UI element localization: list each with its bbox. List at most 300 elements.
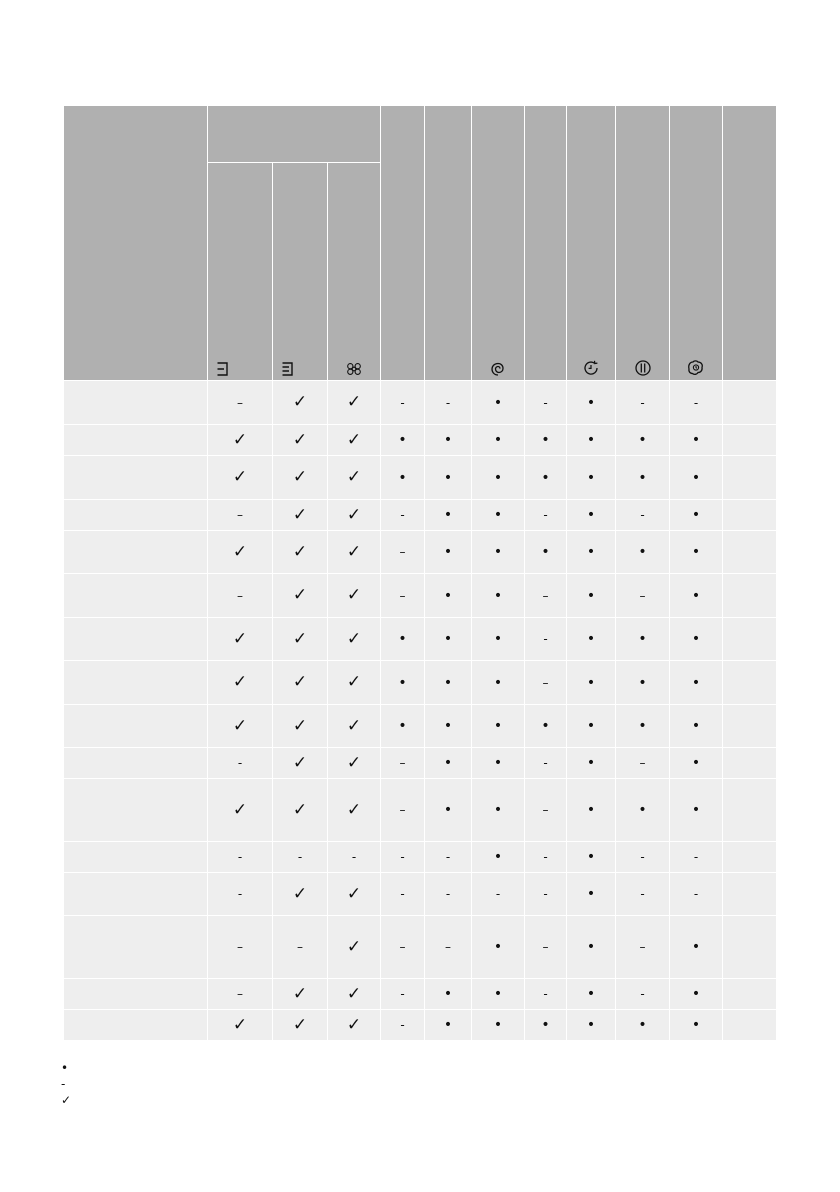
dot-mark: • xyxy=(443,802,453,818)
table-cell xyxy=(425,916,472,979)
table-cell xyxy=(472,916,525,979)
table-cell xyxy=(567,1010,616,1041)
table-cell xyxy=(273,425,328,456)
dot-mark: • xyxy=(586,1017,596,1033)
table-cell xyxy=(381,661,425,705)
dash-mark: – xyxy=(542,675,549,690)
table-cell xyxy=(273,916,328,979)
table-cell-empty xyxy=(723,661,777,705)
table-cell xyxy=(472,748,525,779)
check-mark: ✓ xyxy=(346,936,362,957)
table-cell xyxy=(425,873,472,916)
dash-mark: - xyxy=(543,887,548,901)
table-cell xyxy=(670,1010,723,1041)
dot-mark: • xyxy=(638,631,647,647)
table-cell-empty xyxy=(723,531,777,574)
check-mark: ✓ xyxy=(346,715,362,736)
table-cell xyxy=(381,381,425,425)
table-row xyxy=(64,425,777,456)
table-cell xyxy=(472,381,525,425)
dash-mark: - xyxy=(543,632,548,646)
dash-mark: - xyxy=(351,850,357,864)
table-cell xyxy=(273,500,328,531)
table-cell xyxy=(525,748,567,779)
table-cell xyxy=(381,425,425,456)
table-cell xyxy=(273,531,328,574)
table-cell xyxy=(670,425,723,456)
table-cell xyxy=(670,531,723,574)
check-mark: ✓ xyxy=(292,672,308,692)
dot-mark: • xyxy=(541,718,550,734)
table-cell xyxy=(425,381,472,425)
check-mark: ✓ xyxy=(292,467,308,487)
table-cell-empty xyxy=(723,381,777,425)
table-cell xyxy=(273,705,328,748)
table-row xyxy=(64,916,777,979)
dot-mark: • xyxy=(586,674,596,691)
dash-mark: – xyxy=(237,508,243,522)
dot-mark: • xyxy=(493,755,503,771)
dash-mark: - xyxy=(543,508,548,522)
table-cell xyxy=(381,500,425,531)
table-cell xyxy=(381,705,425,748)
table-cell xyxy=(425,979,472,1010)
table-cell-empty xyxy=(723,842,777,873)
header-col-3 xyxy=(328,163,381,381)
dot-mark: • xyxy=(638,432,647,448)
row-label xyxy=(64,842,208,873)
dash-mark: – xyxy=(399,588,406,603)
dot-mark: • xyxy=(541,469,550,486)
table-cell xyxy=(425,779,472,842)
table-cell xyxy=(616,618,670,661)
header-col-1 xyxy=(208,163,273,381)
check-mark: ✓ xyxy=(292,392,308,412)
table-cell xyxy=(381,842,425,873)
check-mark: ✓ xyxy=(346,392,362,412)
table-cell xyxy=(273,618,328,661)
dot-mark: • xyxy=(586,587,596,604)
table-cell xyxy=(616,574,670,618)
table-cell xyxy=(328,456,381,500)
row-label xyxy=(64,873,208,916)
table-cell-empty xyxy=(723,916,777,979)
dash-mark: - xyxy=(445,850,451,864)
dot-mark: • xyxy=(691,507,701,523)
table-cell xyxy=(567,873,616,916)
dash-mark: – xyxy=(399,940,406,954)
header-col-8 xyxy=(567,106,616,381)
table-row xyxy=(64,574,777,618)
row-label xyxy=(64,979,208,1010)
table-cell xyxy=(425,531,472,574)
dot-mark: • xyxy=(398,718,407,734)
table-cell xyxy=(328,381,381,425)
table-cell xyxy=(472,618,525,661)
dash-mark: – xyxy=(399,803,406,817)
dot-mark: • xyxy=(398,674,407,691)
table-cell xyxy=(208,500,273,531)
dash-mark: - xyxy=(693,850,699,864)
table-row xyxy=(64,748,777,779)
row-label xyxy=(64,574,208,618)
header-col-4 xyxy=(381,106,425,381)
dot-mark: • xyxy=(586,802,596,818)
check-mark: ✓ xyxy=(346,752,362,773)
dot-mark: • xyxy=(493,986,503,1002)
table-cell xyxy=(328,916,381,979)
dash-mark: – xyxy=(639,588,646,603)
dash-mark: – xyxy=(237,588,243,603)
stain-icon xyxy=(634,359,652,377)
check-mark: ✓ xyxy=(346,883,362,904)
option-icon-a xyxy=(216,361,230,377)
dash-mark: – xyxy=(237,987,243,1001)
dash-mark: - xyxy=(400,508,405,522)
table-cell xyxy=(381,618,425,661)
table-cell xyxy=(567,705,616,748)
dot-mark: • xyxy=(398,631,407,647)
row-label xyxy=(64,916,208,979)
table-cell-empty xyxy=(723,425,777,456)
row-label xyxy=(64,425,208,456)
dot-mark: • xyxy=(443,631,453,647)
table-cell xyxy=(208,425,273,456)
check-mark: ✓ xyxy=(346,504,362,525)
check-mark: ✓ xyxy=(232,1014,248,1035)
check-mark: ✓ xyxy=(292,504,308,525)
table-cell xyxy=(670,456,723,500)
dash-mark: - xyxy=(400,395,405,410)
table-cell xyxy=(425,574,472,618)
check-mark: ✓ xyxy=(346,672,362,692)
table-cell xyxy=(525,842,567,873)
dash-mark: - xyxy=(237,887,243,901)
table-cell xyxy=(208,618,273,661)
table-cell xyxy=(472,779,525,842)
table-cell xyxy=(208,842,273,873)
table-cell xyxy=(567,979,616,1010)
dash-mark: - xyxy=(640,987,645,1001)
legend-item-dot xyxy=(61,1060,75,1076)
dash-mark: – xyxy=(237,395,243,410)
table-row xyxy=(64,500,777,531)
dot-mark: • xyxy=(586,755,596,771)
table-cell-empty xyxy=(723,574,777,618)
table-cell xyxy=(425,842,472,873)
dot-mark: • xyxy=(541,432,550,448)
check-mark: ✓ xyxy=(292,752,308,773)
option-icon-b xyxy=(281,361,295,377)
legend xyxy=(61,1060,75,1108)
check-mark: ✓ xyxy=(292,1014,308,1035)
check-mark: ✓ xyxy=(232,467,248,487)
dot-mark: • xyxy=(493,674,503,691)
table-cell xyxy=(567,748,616,779)
check-mark: ✓ xyxy=(232,799,248,820)
dot-mark: • xyxy=(586,886,596,902)
table-row xyxy=(64,979,777,1010)
table-cell xyxy=(670,979,723,1010)
dash-mark: - xyxy=(693,395,699,410)
check-mark: ✓ xyxy=(346,541,362,562)
dot-mark: • xyxy=(493,394,503,411)
dot-mark: • xyxy=(586,849,596,865)
table-cell xyxy=(616,748,670,779)
table-cell-empty xyxy=(723,456,777,500)
dash-mark: - xyxy=(237,850,243,864)
dot-mark: • xyxy=(398,469,407,486)
table-cell xyxy=(525,1010,567,1041)
header-group-options xyxy=(208,106,381,163)
dot-mark: • xyxy=(443,674,453,691)
quick-icon xyxy=(686,359,706,377)
dot-mark: • xyxy=(638,674,647,691)
dot-mark: • xyxy=(493,718,503,734)
table-cell xyxy=(208,979,273,1010)
table-cell xyxy=(472,705,525,748)
table-cell xyxy=(381,779,425,842)
table-cell xyxy=(425,500,472,531)
table-cell xyxy=(328,425,381,456)
table-cell xyxy=(616,425,670,456)
table-cell xyxy=(525,705,567,748)
table-cell xyxy=(567,500,616,531)
table-cell xyxy=(525,618,567,661)
dash-mark: – xyxy=(542,803,549,817)
table-cell xyxy=(616,916,670,979)
table-cell xyxy=(616,456,670,500)
dot-mark: • xyxy=(638,802,647,818)
dot-mark: • xyxy=(691,755,701,771)
dot-mark: • xyxy=(493,1017,503,1033)
check-mark: ✓ xyxy=(232,672,248,692)
table-row xyxy=(64,381,777,425)
dot-mark: • xyxy=(586,544,596,560)
dot-mark: • xyxy=(691,587,701,604)
header-col-6 xyxy=(472,106,525,381)
table-cell xyxy=(208,873,273,916)
spiral-icon xyxy=(490,361,506,377)
row-label xyxy=(64,705,208,748)
dot-mark: • xyxy=(493,544,503,560)
dash-mark: - xyxy=(640,850,645,864)
dash-mark: - xyxy=(400,887,405,901)
dash-mark: - xyxy=(543,395,548,410)
dash-mark: - xyxy=(297,850,303,864)
table-cell xyxy=(208,574,273,618)
table-cell xyxy=(616,500,670,531)
table-cell-empty xyxy=(723,979,777,1010)
dot-mark: • xyxy=(691,432,701,448)
table-cell xyxy=(567,916,616,979)
row-label xyxy=(64,748,208,779)
header-programme xyxy=(64,106,208,381)
table-cell-empty xyxy=(723,1010,777,1041)
dash-mark: - xyxy=(400,987,405,1001)
check-mark: ✓ xyxy=(346,429,362,450)
table-row xyxy=(64,531,777,574)
dash-mark: - xyxy=(543,756,548,770)
table-cell xyxy=(567,842,616,873)
legend-item-dash xyxy=(61,1076,75,1092)
table-cell xyxy=(525,574,567,618)
time-save-icon xyxy=(582,359,600,377)
dash-mark: - xyxy=(693,887,699,901)
table-cell xyxy=(208,456,273,500)
check-mark: ✓ xyxy=(346,1014,362,1035)
table-cell xyxy=(567,456,616,500)
table-cell-empty xyxy=(723,748,777,779)
row-label xyxy=(64,531,208,574)
table-row xyxy=(64,705,777,748)
table-cell xyxy=(273,1010,328,1041)
table-cell xyxy=(381,1010,425,1041)
table-cell xyxy=(328,531,381,574)
table-cell-empty xyxy=(723,873,777,916)
dot-mark: • xyxy=(586,507,596,523)
dot-mark: • xyxy=(691,631,701,647)
table-cell xyxy=(425,618,472,661)
dash-mark: - xyxy=(400,1018,405,1032)
check-mark: ✓ xyxy=(292,715,308,736)
table-cell xyxy=(328,873,381,916)
check-mark: ✓ xyxy=(232,715,248,736)
row-label xyxy=(64,500,208,531)
dot-mark: • xyxy=(493,587,503,604)
row-label xyxy=(64,779,208,842)
table-cell xyxy=(567,531,616,574)
dot-mark: • xyxy=(586,432,596,448)
table-cell xyxy=(525,916,567,979)
check-mark: ✓ xyxy=(292,541,308,562)
check-mark: ✓ xyxy=(346,983,362,1004)
table-row xyxy=(64,1010,777,1041)
dot-mark: • xyxy=(691,469,701,486)
dot-mark: • xyxy=(691,802,701,818)
dash-mark: - xyxy=(543,850,548,864)
programme-options-table xyxy=(63,105,777,1041)
dot-mark: • xyxy=(586,718,596,734)
check-mark: ✓ xyxy=(346,628,362,649)
dot-mark: • xyxy=(586,631,596,647)
dot-mark: • xyxy=(586,469,596,486)
table-cell xyxy=(381,456,425,500)
dot-mark: • xyxy=(493,939,503,955)
table-cell xyxy=(670,661,723,705)
table-cell-empty xyxy=(723,705,777,748)
table-cell xyxy=(616,661,670,705)
table-cell xyxy=(425,748,472,779)
table-cell xyxy=(472,873,525,916)
table-cell xyxy=(525,979,567,1010)
table-cell xyxy=(616,381,670,425)
table-cell xyxy=(472,1010,525,1041)
table-cell xyxy=(472,979,525,1010)
dot-mark: • xyxy=(493,631,503,647)
table-cell xyxy=(328,618,381,661)
table-cell xyxy=(273,842,328,873)
dot-mark: • xyxy=(398,432,407,448)
dot-mark: • xyxy=(638,1017,647,1033)
table-cell-empty xyxy=(723,779,777,842)
dot-mark: • xyxy=(443,755,453,771)
table-cell xyxy=(616,842,670,873)
table-cell xyxy=(328,779,381,842)
table-row xyxy=(64,661,777,705)
dash-mark: - xyxy=(640,887,645,901)
table-cell xyxy=(525,425,567,456)
table-cell xyxy=(273,574,328,618)
legend-symbol: ✓ xyxy=(61,1093,72,1107)
table-cell xyxy=(472,661,525,705)
legend-symbol: • xyxy=(61,1061,69,1075)
table-cell xyxy=(208,705,273,748)
table-cell xyxy=(616,705,670,748)
check-mark: ✓ xyxy=(232,541,248,562)
header-col-11 xyxy=(723,106,777,381)
table-cell xyxy=(472,456,525,500)
table-cell xyxy=(328,574,381,618)
table-cell xyxy=(567,779,616,842)
dot-mark: • xyxy=(443,1017,453,1033)
check-mark: ✓ xyxy=(346,585,362,605)
check-mark: ✓ xyxy=(292,429,308,450)
table-cell xyxy=(616,1010,670,1041)
dash-mark: - xyxy=(445,887,451,901)
dot-mark: • xyxy=(541,544,550,560)
table-cell xyxy=(616,779,670,842)
table-cell xyxy=(670,873,723,916)
table-cell xyxy=(616,873,670,916)
table-row xyxy=(64,779,777,842)
dash-mark: – xyxy=(237,940,243,954)
table-cell xyxy=(328,748,381,779)
table-cell xyxy=(425,661,472,705)
table-cell-empty xyxy=(723,618,777,661)
check-mark: ✓ xyxy=(292,628,308,649)
header-col-10 xyxy=(670,106,723,381)
table-cell xyxy=(273,979,328,1010)
table-cell xyxy=(208,916,273,979)
header-col-2 xyxy=(273,163,328,381)
table-cell xyxy=(425,1010,472,1041)
check-mark: ✓ xyxy=(292,799,308,820)
header-col-9 xyxy=(616,106,670,381)
dash-mark: - xyxy=(237,756,243,770)
table-cell xyxy=(381,531,425,574)
dash-mark: - xyxy=(640,395,645,410)
table-cell xyxy=(567,618,616,661)
table-cell xyxy=(273,779,328,842)
table-cell xyxy=(472,574,525,618)
table-cell xyxy=(567,425,616,456)
table-cell xyxy=(525,873,567,916)
header-col-5 xyxy=(425,106,472,381)
table-cell xyxy=(567,574,616,618)
table-cell xyxy=(328,500,381,531)
dash-mark: – xyxy=(399,756,406,770)
dot-mark: • xyxy=(586,939,596,955)
table-cell xyxy=(670,842,723,873)
check-mark: ✓ xyxy=(232,628,248,649)
dot-mark: • xyxy=(691,1017,701,1033)
dash-mark: – xyxy=(639,756,646,770)
dot-mark: • xyxy=(443,587,453,604)
table-cell xyxy=(670,618,723,661)
dot-mark: • xyxy=(638,718,647,734)
table-cell xyxy=(670,500,723,531)
